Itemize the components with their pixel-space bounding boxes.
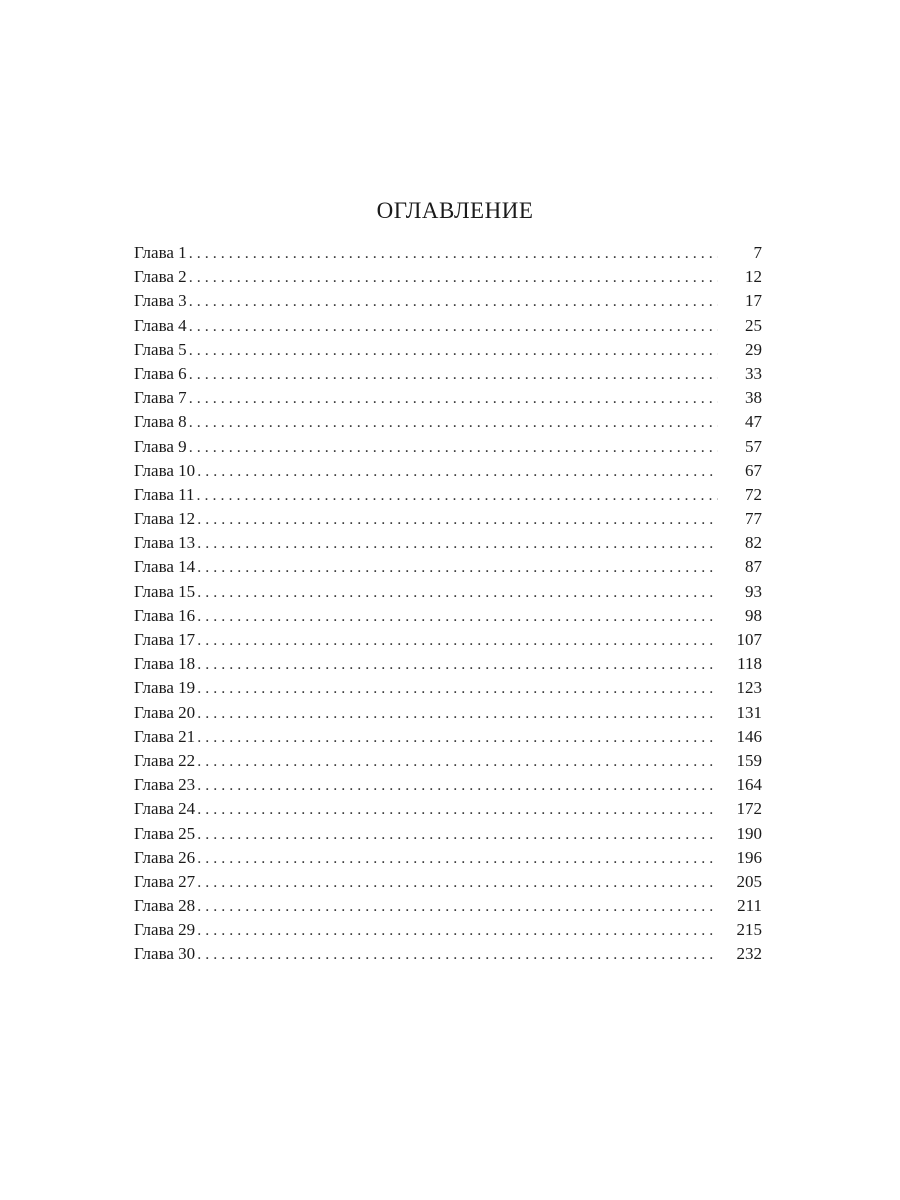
toc-dot-leader <box>197 581 718 605</box>
toc-entry-page-number: 215 <box>736 920 762 940</box>
toc-dot-leader <box>197 798 718 822</box>
toc-entry-page-number: 205 <box>736 871 762 891</box>
toc-entry-page-number: 67 <box>745 460 762 480</box>
toc-entry-label: Глава 15 <box>134 581 196 601</box>
toc-dot-leader <box>197 677 718 701</box>
toc-dot-leader <box>197 847 718 871</box>
toc-entry-label: Глава 24 <box>134 799 196 819</box>
toc-entry-label: Глава 17 <box>134 630 196 649</box>
toc-entry-page-number: 57 <box>745 436 762 456</box>
toc-dot-leader <box>197 726 718 750</box>
toc-entry-page-number: 164 <box>736 775 762 795</box>
toc-entry-label: Глава 21 <box>134 726 196 746</box>
toc-entry-label: Глава 23 <box>134 775 196 795</box>
toc-dot-leader <box>189 436 718 460</box>
toc-entry-page-number: 98 <box>745 605 762 625</box>
toc-entry[interactable] <box>134 604 762 628</box>
toc-entry-label: Глава 12 <box>134 509 196 529</box>
toc-entry-page-number: 38 <box>745 388 762 408</box>
toc-entry-page-number: 29 <box>745 339 762 359</box>
toc-dot-leader <box>197 484 718 508</box>
toc-entry-page-number: 77 <box>745 509 762 529</box>
toc-entry[interactable] <box>134 580 762 604</box>
toc-dot-leader <box>197 823 718 847</box>
toc-entry[interactable] <box>134 314 762 338</box>
toc-entry[interactable] <box>134 894 762 918</box>
toc-dot-leader <box>197 556 718 580</box>
toc-entry-label: Глава 13 <box>134 533 196 553</box>
toc-entry-page-number: 93 <box>745 581 762 601</box>
toc-entry-label: Глава 10 <box>134 460 196 480</box>
toc-entry[interactable] <box>134 846 762 870</box>
toc-entry-page-number: 82 <box>745 533 762 553</box>
toc-list <box>134 241 762 967</box>
toc-entry-page-number: 107 <box>736 630 762 649</box>
toc-entry-page-number: 7 <box>753 243 762 262</box>
toc-entry-label: Глава 5 <box>134 339 187 359</box>
toc-entry[interactable] <box>134 555 762 579</box>
toc-dot-leader <box>197 653 718 677</box>
toc-dot-leader <box>197 919 718 943</box>
toc-entry-page-number: 172 <box>736 799 762 819</box>
toc-dot-leader <box>197 943 718 967</box>
toc-entry-page-number: 196 <box>736 847 762 867</box>
toc-entry[interactable] <box>134 531 762 555</box>
toc-dot-leader <box>197 460 718 484</box>
toc-entry[interactable] <box>134 797 762 821</box>
toc-entry[interactable] <box>134 265 762 289</box>
toc-entry[interactable] <box>134 241 762 265</box>
toc-dot-leader <box>197 629 718 653</box>
toc-entry[interactable] <box>134 459 762 483</box>
toc-entry[interactable] <box>134 289 762 313</box>
toc-entry-label: Глава 18 <box>134 654 196 674</box>
toc-entry-page-number: 47 <box>745 412 762 432</box>
toc-entry[interactable] <box>134 483 762 507</box>
toc-entry-label: Глава 11 <box>134 484 195 504</box>
toc-dot-leader <box>189 387 718 411</box>
toc-entry[interactable] <box>134 435 762 459</box>
toc-dot-leader <box>189 242 718 266</box>
toc-title: ОГЛАВЛЕНИЕ <box>376 198 534 223</box>
toc-entry-label: Глава 6 <box>134 363 187 383</box>
toc-dot-leader <box>189 411 718 435</box>
toc-entry-label: Глава 4 <box>134 315 187 335</box>
toc-entry-page-number: 211 <box>737 896 762 916</box>
toc-entry-label: Глава 29 <box>134 920 196 940</box>
toc-entry-page-number: 33 <box>745 363 762 383</box>
toc-entry[interactable] <box>134 507 762 531</box>
toc-entry[interactable] <box>134 652 762 676</box>
toc-entry[interactable] <box>134 870 762 894</box>
toc-entry[interactable] <box>134 676 762 700</box>
toc-entry[interactable] <box>134 918 762 942</box>
toc-entry-label: Глава 16 <box>134 605 196 625</box>
toc-entry[interactable] <box>134 725 762 749</box>
toc-entry-label: Глава 14 <box>134 557 196 577</box>
toc-dot-leader <box>197 532 718 556</box>
toc-entry-label: Глава 30 <box>134 944 196 964</box>
toc-entry-page-number: 146 <box>736 726 762 746</box>
toc-entry[interactable] <box>134 822 762 846</box>
toc-entry-page-number: 159 <box>736 750 762 770</box>
toc-entry-label: Глава 28 <box>134 896 196 916</box>
toc-dot-leader <box>197 702 718 726</box>
toc-dot-leader <box>197 895 718 919</box>
toc-entry[interactable] <box>134 410 762 434</box>
toc-entry-label: Глава 2 <box>134 267 187 287</box>
toc-dot-leader <box>197 508 718 532</box>
toc-dot-leader <box>189 363 718 387</box>
toc-entry-page-number: 12 <box>745 267 762 287</box>
toc-dot-leader <box>189 266 718 290</box>
toc-entry-label: Глава 9 <box>134 436 187 456</box>
toc-entry-page-number: 17 <box>745 291 762 311</box>
toc-entry[interactable] <box>134 773 762 797</box>
toc-entry-label: Глава 22 <box>134 750 196 770</box>
toc-dot-leader <box>197 871 718 895</box>
toc-dot-leader <box>197 750 718 774</box>
toc-entry[interactable] <box>134 362 762 386</box>
toc-entry-page-number: 123 <box>736 678 762 698</box>
toc-entry-page-number: 72 <box>745 484 762 504</box>
toc-entry-label: Глава 1 <box>134 243 187 262</box>
toc-entry-page-number: 25 <box>745 315 762 335</box>
toc-dot-leader <box>197 774 718 798</box>
toc-dot-leader <box>197 605 718 629</box>
toc-entry[interactable] <box>134 386 762 410</box>
toc-entry[interactable] <box>134 942 762 966</box>
toc-entry[interactable] <box>134 628 762 652</box>
toc-entry-label: Глава 7 <box>134 388 187 408</box>
toc-dot-leader <box>189 315 718 339</box>
toc-entry[interactable] <box>134 338 762 362</box>
toc-dot-leader <box>189 339 718 363</box>
toc-entry-page-number: 131 <box>736 702 762 722</box>
toc-entry-label: Глава 26 <box>134 847 196 867</box>
toc-entry-page-number: 118 <box>737 654 762 674</box>
toc-entry-page-number: 190 <box>736 823 762 843</box>
toc-entry-label: Глава 27 <box>134 871 196 891</box>
toc-entry-page-number: 87 <box>745 557 762 577</box>
toc-entry[interactable] <box>134 701 762 725</box>
toc-dot-leader <box>189 290 718 314</box>
toc-entry-label: Глава 20 <box>134 702 196 722</box>
toc-entry[interactable] <box>134 749 762 773</box>
toc-entry-label: Глава 25 <box>134 823 196 843</box>
toc-entry-page-number: 232 <box>736 944 762 964</box>
toc-entry-label: Глава 8 <box>134 412 187 432</box>
toc-entry-label: Глава 3 <box>134 291 187 311</box>
toc-entry-label: Глава 19 <box>134 678 196 698</box>
